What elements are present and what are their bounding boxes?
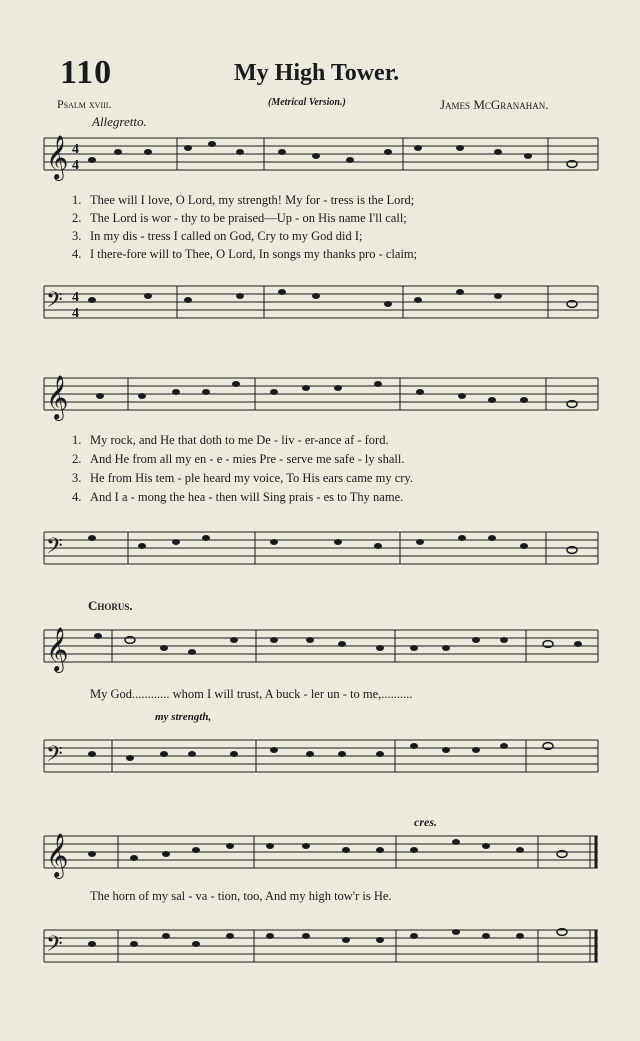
svg-text:𝄞: 𝄞 xyxy=(46,833,69,877)
chorus-lyric-1: My God............ whom I will trust, A buck - ler un - to me,.......... xyxy=(90,687,413,701)
svg-text:𝄢: 𝄢 xyxy=(46,534,63,564)
svg-text:4: 4 xyxy=(72,142,79,157)
verse-a-2: 2. The Lord is wor - thy to be praised—Up - on His name I'll call; xyxy=(72,211,407,225)
system-3-treble xyxy=(0,622,640,678)
version-note: (Metrical Version.) xyxy=(268,97,346,108)
hymn-number: 110 xyxy=(60,54,113,91)
system-2-bass xyxy=(0,524,640,580)
system-4-treble xyxy=(0,828,640,884)
system-2-treble xyxy=(0,370,640,426)
svg-text:4: 4 xyxy=(72,290,79,305)
system-1-bass xyxy=(0,278,640,334)
system-4-bass xyxy=(0,922,640,978)
svg-text:𝄞: 𝄞 xyxy=(46,627,69,671)
verse-a-3: 3. In my dis - tress I called on God, Cry to my God did I; xyxy=(72,229,363,243)
system-3-bass xyxy=(0,732,640,788)
chorus-label: Chorus. xyxy=(88,598,133,613)
verse-b-1: 1. My rock, and He that doth to me De - liv - er-ance af - ford. xyxy=(72,433,389,447)
svg-text:𝄢: 𝄢 xyxy=(46,288,63,318)
system-1-treble xyxy=(0,130,640,190)
svg-text:𝄢: 𝄢 xyxy=(46,932,63,962)
psalm-reference: Psalm xviii. xyxy=(57,97,112,111)
verse-b-3: 3. He from His tem - ple heard my voice, To His ears came my cry. xyxy=(72,471,413,485)
svg-text:𝄞: 𝄞 xyxy=(46,135,69,179)
svg-text:𝄞: 𝄞 xyxy=(46,375,69,419)
tempo-marking: Allegretto. xyxy=(92,114,147,129)
verse-a-1: 1. Thee will I love, O Lord, my strength! My for - tress is the Lord; xyxy=(72,193,415,207)
verse-b-2: 2. And He from all my en - e - mies Pre - serve me safe - ly shall. xyxy=(72,452,405,466)
hymn-title: My High Tower. xyxy=(234,60,400,86)
svg-text:4: 4 xyxy=(72,158,79,173)
svg-text:𝄢: 𝄢 xyxy=(46,742,63,772)
bass-cue-text: my strength, xyxy=(155,711,212,723)
composer-name: James McGranahan. xyxy=(440,97,549,112)
verse-a-4: 4. I there-fore will to Thee, O Lord, In songs my thanks pro - claim; xyxy=(72,247,418,261)
verse-b-4: 4. And I a - mong the hea - then will Sing prais - es to Thy name. xyxy=(72,490,404,504)
chorus-lyric-2: The horn of my sal - va - tion, too, And my high tow'r is He. xyxy=(90,889,392,903)
svg-text:4: 4 xyxy=(72,306,79,321)
crescendo-marking: cres. xyxy=(414,815,437,829)
